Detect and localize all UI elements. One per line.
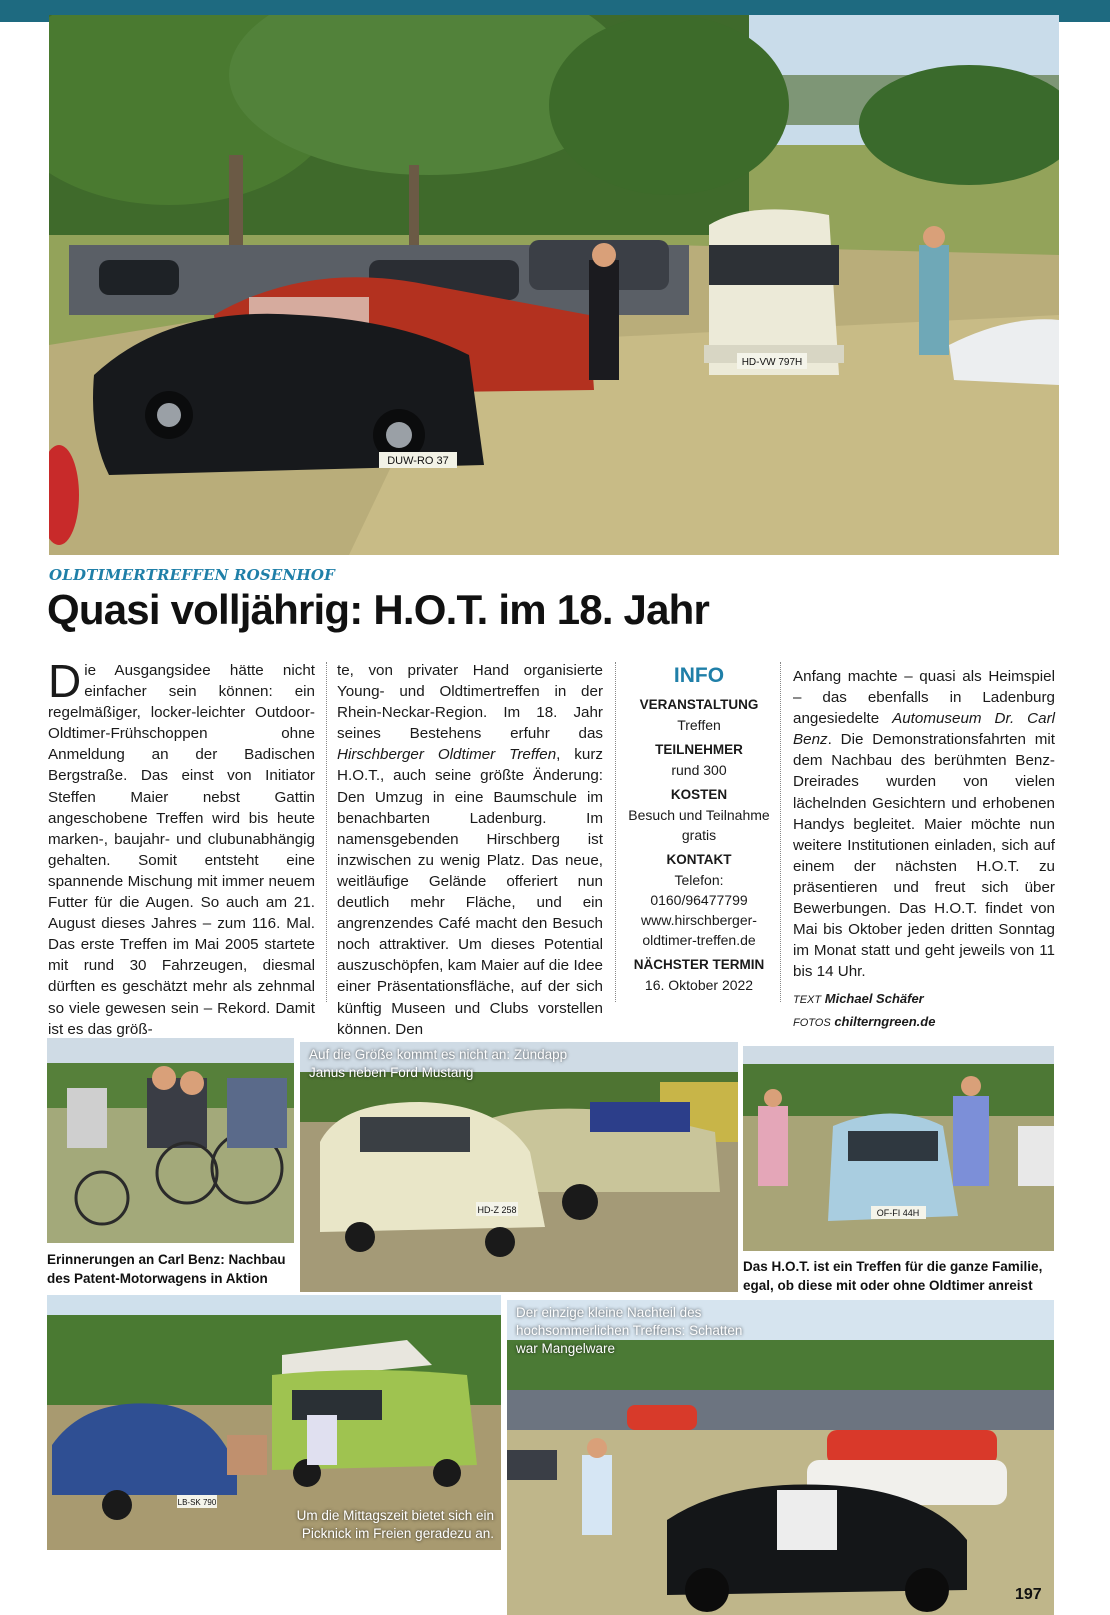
info-label-next-date: NÄCHSTER TERMIN (633, 957, 765, 972)
porsche-plate-text: DUW-RO 37 (387, 455, 449, 467)
column-divider (326, 662, 327, 1002)
info-label-costs: KOSTEN (670, 787, 728, 802)
info-value-costs: Besuch und Teilnahme gratis (628, 807, 770, 843)
benz-photo-caption: Erinnerungen an Carl Benz: Nachbau des Patent-Motorwagens in Aktion (47, 1252, 286, 1286)
shade-photo-caption: Der einzige kleine Nachteil des hochsommerlichen Treffens: Schatten war Mangelware (516, 1305, 743, 1356)
fiat-plate-text: OF-FI 44H (876, 1208, 920, 1218)
family-fiat-photo (743, 1046, 1054, 1251)
drop-cap: D (48, 655, 82, 707)
family-photo-caption: Das H.O.T. ist ein Treffen für die ganze Familie, egal, ob diese mit oder ohne Oldtimer anreist (743, 1259, 1043, 1293)
info-label-event: VERANSTALTUNG (639, 697, 759, 712)
page-number: 197 (1015, 1586, 1042, 1603)
article-kicker: OLDTIMERTREFFEN ROSENHOF (49, 566, 335, 584)
info-label-contact: KONTAKT (666, 852, 732, 867)
photo-credit-label: FOTOS (793, 1017, 831, 1029)
vw-bus-plate-text: HD-VW 797H (741, 357, 803, 368)
info-label-participants: TEILNEHMER (655, 742, 743, 757)
info-value-next-date: 16. Oktober 2022 (644, 977, 754, 993)
article-column-4 (793, 666, 1055, 982)
text-credit-author: Michael Schäfer (824, 991, 924, 1006)
article-column-1 (48, 655, 315, 1040)
column-4-text-a: Anfang machte – quasi als Heimspiel – das ebenfalls in Ladenburg angesiedelte (793, 668, 1055, 728)
info-value-participants: rund 300 (671, 762, 727, 778)
text-credit-label: TEXT (793, 994, 822, 1006)
zuendapp-plate-text: HD-Z 258 (477, 1205, 517, 1215)
hero-photo (49, 15, 1059, 555)
column-divider (615, 662, 616, 1002)
photo-credit-author: chilterngreen.de (834, 1014, 936, 1029)
article-headline: Quasi volljährig: H.O.T. im 18. Jahr (47, 586, 710, 633)
info-box (628, 662, 770, 995)
info-value-event: Treffen (677, 717, 721, 733)
column-4-text-b: . Die Demonstrationsfahrten mit dem Nachbau des berühmten Benz-Dreirades wurden von vielen lächelnden Gesichtern und erhobenen Handys begleitet. Maier möchte nun weitere Institutionen einladen, sich auf einem der nächsten H.O.T. zu präsentieren und freut sich über Bewerbungen. Das H.O.T. findet von Mai bis Oktober jeden dritten Sonntag im Monat statt und geht jeweils von 11 bis 14 Uhr. (793, 731, 1055, 981)
picnic-photo-caption: Um die Mittagszeit bietet sich ein Picknick im Freien geradezu an. (296, 1508, 494, 1541)
column-2-text-b: , kurz H.O.T., auch seine größte Änderung: Den Umzug in eine Baumschule im benachbarten Ladenburg. Im namensgebenden Hirschberg ist inzwischen zu wenig Platz. Das neue, weitläufige Gelände offeriert nun deutlich mehr Fläche, und ein angrenzendes Café macht den Besuch noch attraktiver. Um dieses Potential auszuschöpfen, kam Maier auf die Idee einer Präsentationsfläche, auf der sich künftig Museen und Clubs vorstellen können. Den (337, 746, 603, 1038)
zuendapp-photo-caption: Auf die Größe kommt es nicht an: Zündapp Janus neben Ford Mustang (309, 1047, 568, 1080)
column-2-text-a: te, von privater Hand organisierte Young- und Oldtimertreffen in der Rhein-Neckar-Region. Im 18. Jahr seines Bestehens erfuhr das (337, 662, 603, 743)
benz-replica-photo (47, 1038, 294, 1243)
column-1-text: ie Ausgangsidee hätte nicht einfacher sein können: ein regelmäßiger, locker-leichter Outdoor-Oldtimer-Frühschoppen ohne Anmeldung an der Badischen Bergstraße. Das einst von Initiator Steffen Maier nebst Gattin angeschobene Treffen wird bis heute marken-, baujahr- und clubunabhängig gehalten. Somit entsteht eine spannende Mischung mit immer neuem Futter für die Augen. So auch am 21. August dieses Jahres – zum 116. Mal. Das erste Treffen im Mai 2005 startete mit rund 30 Fahrzeugen, diesmal dürften es geschätzt mehr als zehnmal so viele gewesen sein – Rekord. Damit ist es das größ- (48, 662, 315, 1038)
article-column-2 (337, 660, 603, 1040)
article-credits (793, 988, 935, 1034)
column-divider (780, 662, 781, 1002)
info-value-contact: Telefon: 0160/96477799 www.hirschberger-oldtimer-treffen.de (641, 872, 757, 948)
column-4-italic: Automuseum Dr. Carl Benz (793, 710, 1055, 749)
column-2-italic: Hirschberger Oldtimer Treffen (337, 746, 557, 764)
info-heading: INFO (673, 664, 725, 687)
beetle-plate-text: LB-SK 790 (177, 1498, 217, 1507)
